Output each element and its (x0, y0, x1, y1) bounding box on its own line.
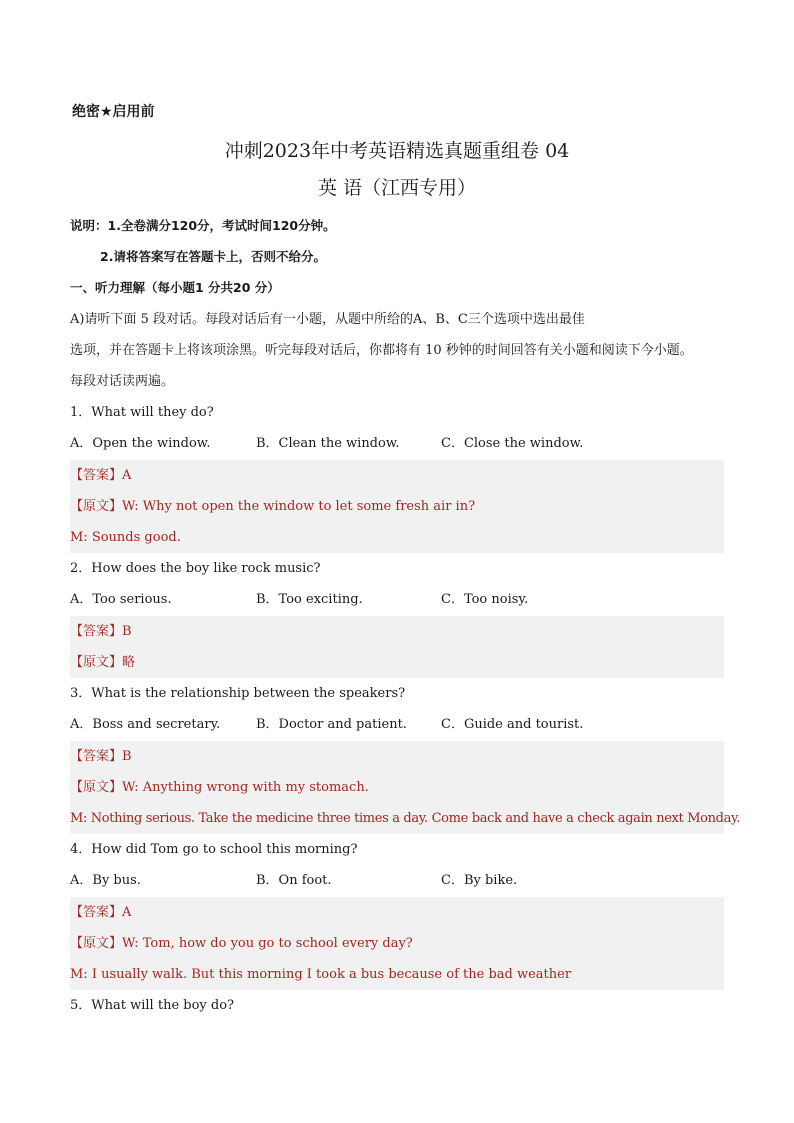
option-a: A．Too serious. (70, 592, 172, 607)
instruction-line-1: 说明：1.全卷满分120分，考试时间120分钟。 (70, 218, 336, 233)
section-intro-1: A)请听下面 5 段对话。每段对话后有一小题，从题中所给的A、B、C三个选项中选出最佳 (70, 312, 585, 327)
question-4: 4．How did Tom go to school this morning? (70, 842, 358, 857)
option-c: C．By bike. (441, 873, 518, 888)
option-a: A．By bus. (70, 873, 141, 888)
option-b: B．On foot. (256, 873, 332, 888)
option-c: C．Guide and tourist. (441, 717, 584, 732)
question-2: 2．How does the boy like rock music? (70, 561, 321, 576)
question-3: 3．What is the relationship between the speakers? (70, 686, 406, 701)
transcript-4-line-1: 【原文】W: Tom, how do you go to school every day? (70, 928, 724, 959)
option-c: C．Close the window. (441, 436, 584, 451)
exam-title: 冲刺2023年中考英语精选真题重组卷 04 (224, 140, 570, 162)
option-c: C．Too noisy. (441, 592, 529, 607)
instruction-line-2: 2.请将答案写在答题卡上，否则不给分。 (100, 249, 326, 264)
transcript-1-line-1: 【原文】W: Why not open the window to let some fresh air in? (70, 491, 724, 522)
transcript-3-line-1: 【原文】W: Anything wrong with my stomach. (70, 772, 724, 803)
transcript-1-line-2: M: Sounds good. (70, 522, 724, 553)
transcript-4-line-2: M: I usually walk. But this morning I took a bus because of the bad weather (70, 959, 724, 990)
option-b: B．Clean the window. (256, 436, 400, 451)
answer-2: 【答案】B (70, 616, 724, 647)
option-b: B．Doctor and patient. (256, 717, 407, 732)
answer-4: 【答案】A (70, 897, 724, 928)
section-heading: 一、听力理解（每小题1 分共20 分） (70, 280, 280, 295)
question-3-options (70, 709, 724, 740)
transcript-2-line-1: 【原文】略 (70, 647, 724, 678)
option-a: A．Boss and secretary. (70, 717, 221, 732)
answer-3: 【答案】B (70, 741, 724, 772)
option-b: B．Too exciting. (256, 592, 363, 607)
exam-subtitle: 英 语（江西专用） (317, 177, 477, 199)
option-a: A．Open the window. (70, 436, 211, 451)
answer-1: 【答案】A (70, 460, 724, 491)
question-5: 5．What will the boy do? (70, 998, 235, 1013)
confidential-label: 绝密★启用前 (72, 104, 155, 120)
section-intro-2: 选项，并在答题卡上将该项涂黑。听完每段对话后，你都将有 10 秒钟的时间回答有关小题和阅读下今小题。 (70, 343, 693, 358)
question-4-options (70, 865, 724, 896)
question-1: 1．What will they do? (70, 405, 214, 420)
transcript-3-line-2: M: Nothing serious. Take the medicine three times a day. Come back and have a check again next Monday. (70, 803, 724, 834)
question-2-options (70, 584, 724, 615)
question-1-options (70, 428, 724, 459)
section-intro-3: 每段对话读两遍。 (70, 374, 175, 389)
